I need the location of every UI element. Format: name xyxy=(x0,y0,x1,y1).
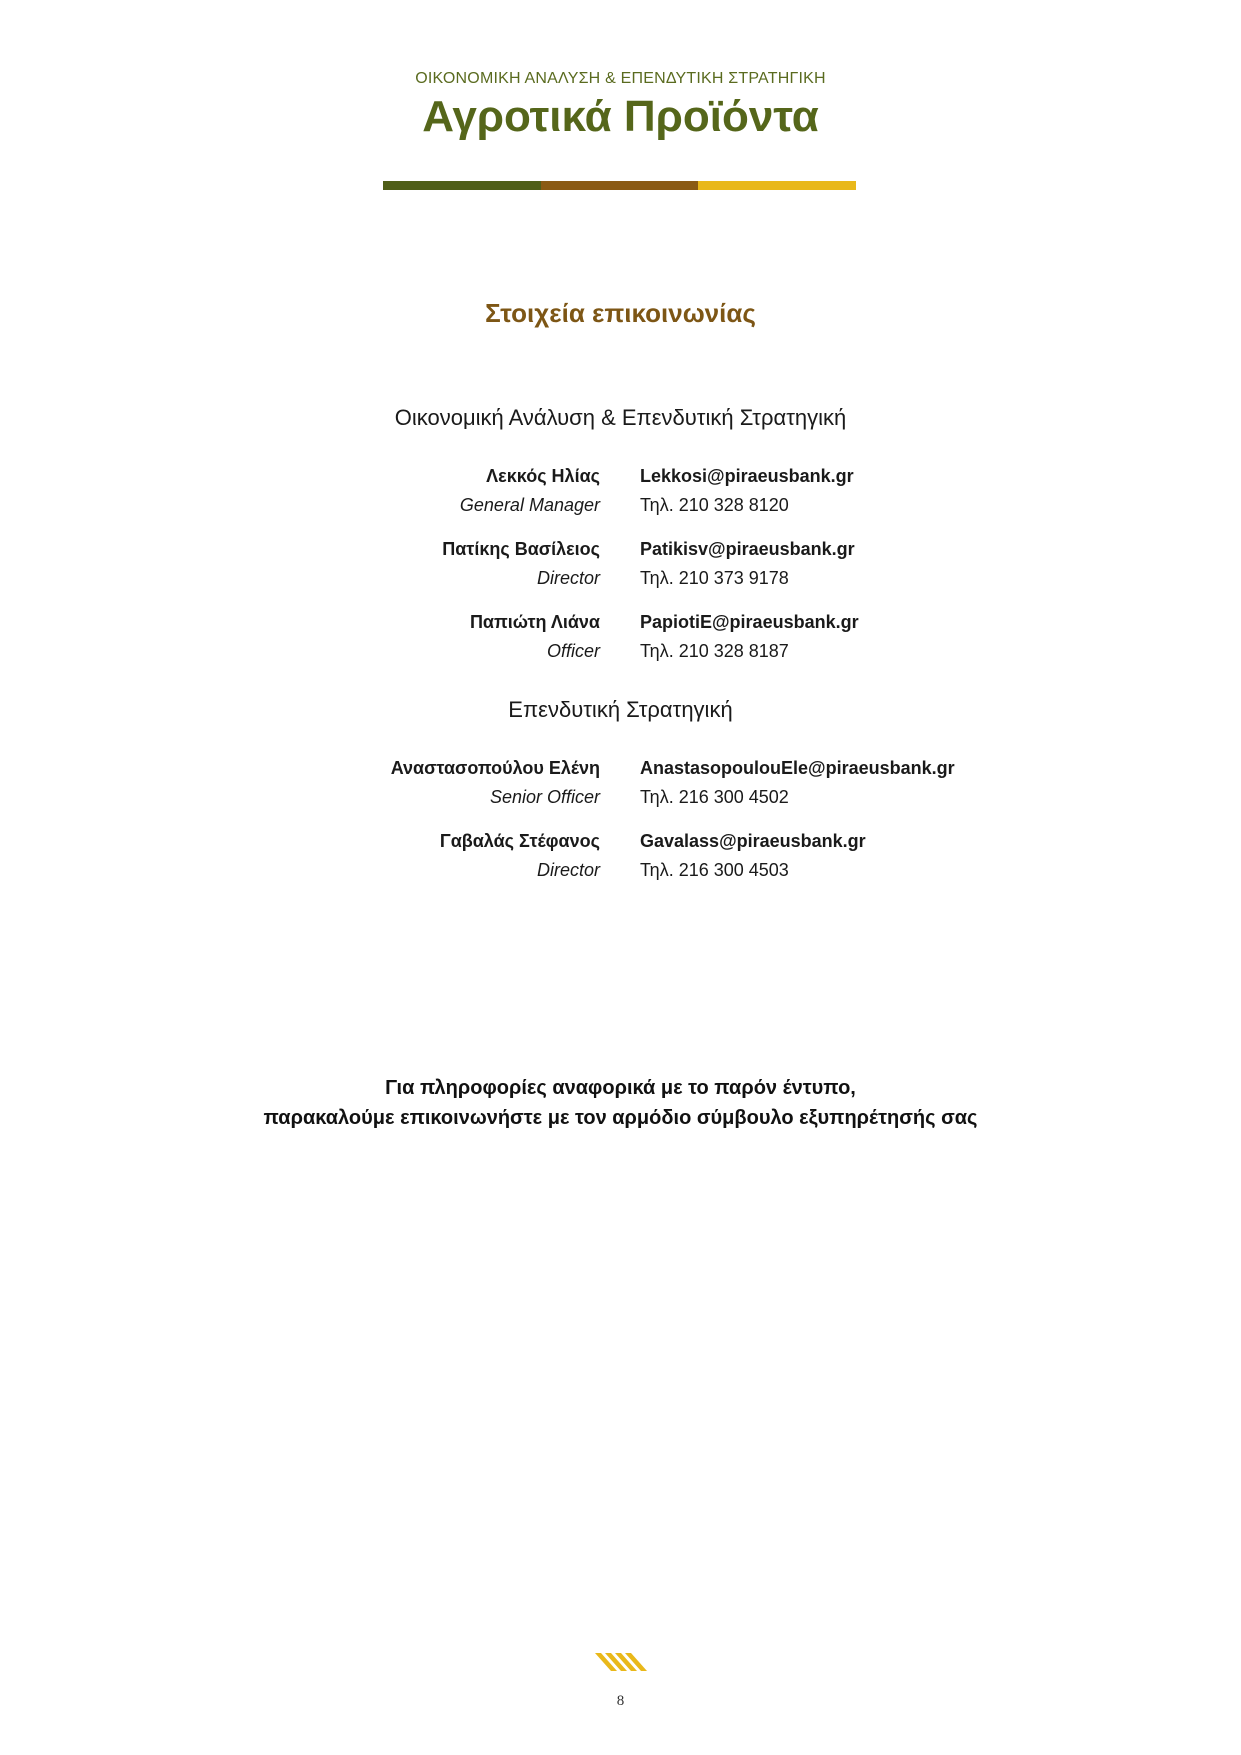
contact-role: General Manager xyxy=(459,495,600,515)
contact-role: Officer xyxy=(546,641,600,661)
contact-email-link[interactable]: AnastasopoulouEle@piraeusbank.gr xyxy=(640,758,955,778)
color-bar-segment-yellow xyxy=(698,181,856,190)
contact-name: Λεκκός Ηλίας xyxy=(486,466,600,486)
contact-entry xyxy=(0,608,1241,666)
contact-entry xyxy=(0,462,1241,520)
color-bar-segment-green xyxy=(383,181,541,190)
bank-logo-stripes-icon xyxy=(593,1650,648,1676)
footer-note-line-1: Για πληροφορίες αναφορικά με το παρόν έντυπο, xyxy=(385,1077,856,1099)
contact-phone: Τηλ. 210 328 8120 xyxy=(640,495,789,515)
footer-note xyxy=(0,1073,1241,1133)
page-number: 8 xyxy=(616,1693,625,1709)
contact-name: Παπιώτη Λιάνα xyxy=(469,612,600,632)
contact-phone: Τηλ. 210 328 8187 xyxy=(640,641,789,661)
contact-entry xyxy=(0,535,1241,593)
contact-role: Director xyxy=(536,860,600,880)
contact-name: Πατίκης Βασίλειος xyxy=(442,539,600,559)
group-title-investment-strategy: Επενδυτική Στρατηγική xyxy=(508,697,733,722)
contact-entry xyxy=(0,754,1241,812)
contact-email-link[interactable]: Gavalass@piraeusbank.gr xyxy=(640,831,866,851)
header-color-bar xyxy=(383,181,856,190)
contact-email-link[interactable]: Lekkosi@piraeusbank.gr xyxy=(640,466,854,486)
contact-role: Senior Officer xyxy=(489,787,600,807)
contact-email-link[interactable]: PapiotiE@piraeusbank.gr xyxy=(640,612,859,632)
section-heading: Στοιχεία επικοινωνίας xyxy=(485,298,756,328)
group-title-economic-analysis: Οικονομική Ανάλυση & Επενδυτική Στρατηγική xyxy=(394,405,847,430)
footer-note-line-2: παρακαλούμε επικοινωνήστε με τον αρμόδιο σύμβουλο εξυπηρέτησής σας xyxy=(263,1107,978,1129)
contact-phone: Τηλ. 216 300 4503 xyxy=(640,860,789,880)
page-title: Αγροτικά Προϊόντα xyxy=(422,92,819,141)
contact-entry xyxy=(0,827,1241,885)
contact-phone: Τηλ. 216 300 4502 xyxy=(640,787,789,807)
contact-name: Γαβαλάς Στέφανος xyxy=(439,831,600,851)
contact-email-link[interactable]: Patikisv@piraeusbank.gr xyxy=(640,539,855,559)
contact-role: Director xyxy=(536,568,600,588)
contact-phone: Τηλ. 210 373 9178 xyxy=(640,568,789,588)
header-subtitle: ΟΙΚΟΝΟΜΙΚΗ ΑΝΑΛΥΣΗ & ΕΠΕΝΔΥΤΙΚΗ ΣΤΡΑΤΗΓΙΚΗ xyxy=(415,70,826,87)
color-bar-segment-brown xyxy=(541,181,699,190)
contact-name: Αναστασοπούλου Ελένη xyxy=(390,758,600,778)
